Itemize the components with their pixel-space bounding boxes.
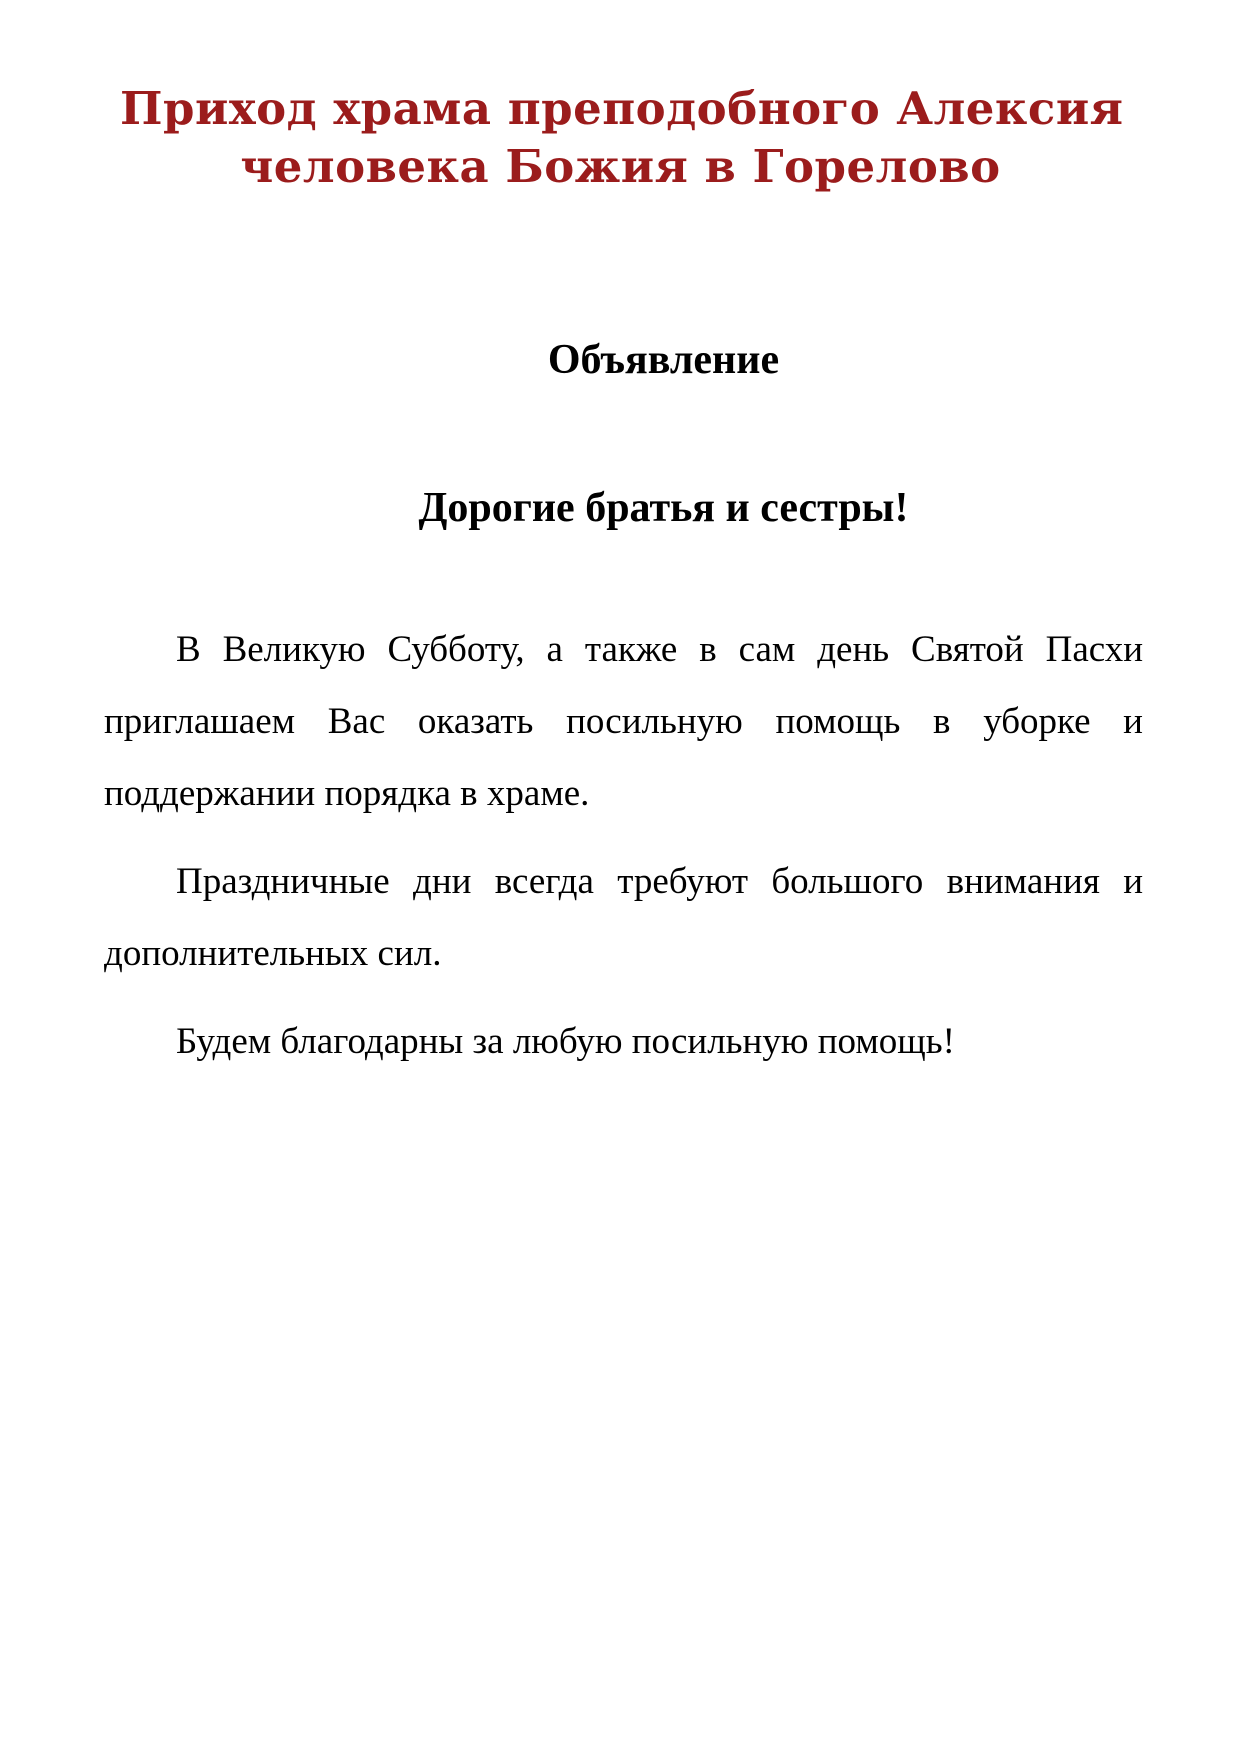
- parish-header-line-2: человека Божия в Горелово: [240, 140, 1001, 193]
- announcement-title: Объявление: [547, 337, 780, 383]
- body-paragraph: Будем благодарны за любую посильную помощь!: [176, 1021, 955, 1062]
- body-paragraph: В Великую Субботу, а также в сам день Святой Пасхи приглашаем Вас оказать посильную помощь в уборке и поддержании порядка в храме.: [104, 629, 1143, 814]
- body-paragraph: Праздничные дни всегда требуют большого внимания и дополнительных сил.: [104, 861, 1143, 974]
- parish-header-line-1: Приход храма преподобного Алексия: [120, 82, 1124, 135]
- parish-header: [120, 80, 1124, 196]
- announcement-body: [104, 614, 1143, 1094]
- greeting: Дорогие братья и сестры!: [418, 485, 909, 531]
